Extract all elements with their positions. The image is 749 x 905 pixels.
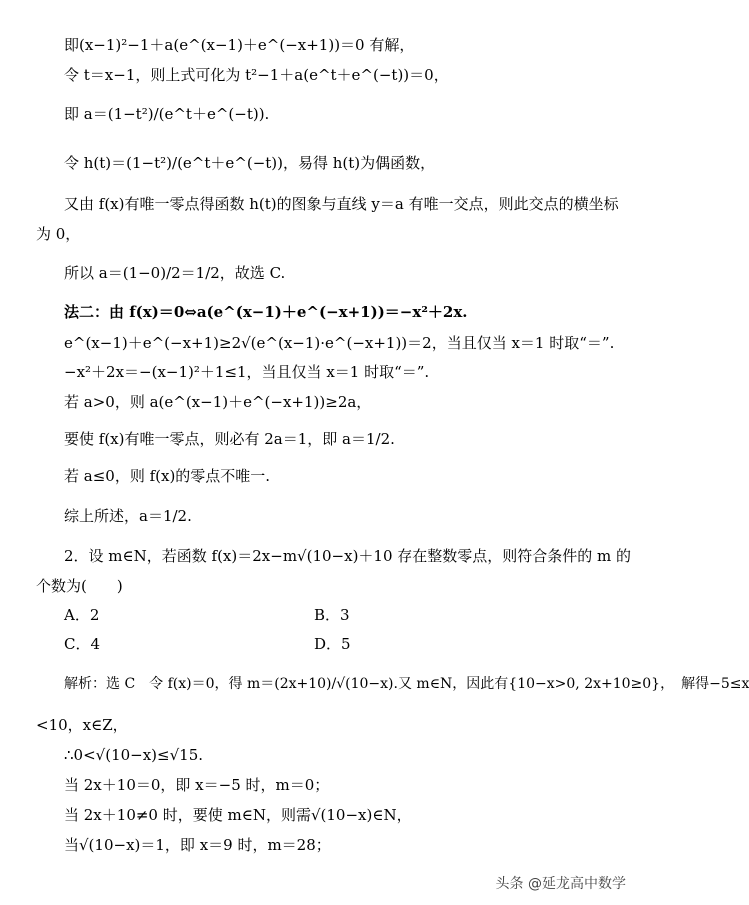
text-line: e^(x−1)＋e^(−x+1)≥2√(e^(x−1)·e^(−x+1))＝2，当且仅当 x＝1 时取“＝”. xyxy=(64,334,615,352)
option-d: D．5 xyxy=(314,635,351,653)
text-line: 又由 f(x)有唯一零点得函数 h(t)的图象与直线 y＝a 有唯一交点，则此交点的横坐标 xyxy=(64,195,619,213)
text-line: 所以 a＝(1−0)/2＝1/2，故选 C. xyxy=(64,264,286,282)
text-line: 当 2x＋10≠0 时，要使 m∈N，则需√(10−x)∈N， xyxy=(64,806,412,824)
text-line: 当√(10−x)＝1，即 x＝9 时，m＝28； xyxy=(64,836,331,854)
method-two-heading: 法二：由 f(x)＝0⇔a(e^(x−1)＋e^(−x+1))＝−x²＋2x. xyxy=(64,303,468,321)
text-line: 令 h(t)＝(1−t²)/(e^t＋e^(−t))，易得 h(t)为偶函数， xyxy=(64,154,436,172)
option-a: A．2 xyxy=(64,606,100,624)
text-line: 当 2x＋10＝0，即 x＝−5 时，m＝0； xyxy=(64,776,330,794)
option-row xyxy=(64,633,620,655)
option-row xyxy=(64,604,620,626)
text-line: 令 t＝x−1，则上式可化为 t²−1＋a(e^t＋e^(−t))＝0， xyxy=(64,66,449,84)
watermark: 头条 @延龙高中数学 xyxy=(495,876,626,892)
text-line: 即 a＝(1−t²)/(e^t＋e^(−t)). xyxy=(64,105,270,123)
text-line: 为 0， xyxy=(36,225,81,243)
text-line: 若 a≤0，则 f(x)的零点不唯一. xyxy=(64,467,271,485)
text-line: 要使 f(x)有唯一零点，则必有 2a＝1，即 a＝1/2. xyxy=(64,430,395,448)
text-line: −x²＋2x＝−(x−1)²＋1≤1，当且仅当 x＝1 时取“＝”. xyxy=(64,363,430,381)
option-c: C．4 xyxy=(64,635,101,653)
solution-line: 解析：选 C 令 f(x)＝0，得 m＝(2x+10)/√(10−x).又 m∈N，因此有{10−x>0, 2x+10≥0}， 解得−5≤x xyxy=(64,676,749,692)
text-line: <10，x∈Z， xyxy=(36,716,128,734)
question-stem: 个数为( ) xyxy=(36,577,123,595)
text-line: 即(x−1)²−1＋a(e^(x−1)＋e^(−x+1))＝0 有解， xyxy=(64,36,415,54)
text-line: 若 a>0，则 a(e^(x−1)＋e^(−x+1))≥2a， xyxy=(64,393,372,411)
text-line: ∴0<√(10−x)≤√15. xyxy=(64,746,204,764)
text-line: 综上所述，a＝1/2. xyxy=(64,507,192,525)
question-stem: 2．设 m∈N，若函数 f(x)＝2x−m√(10−x)＋10 存在整数零点，则符合条件的 m 的 xyxy=(64,547,632,565)
option-b: B．3 xyxy=(314,606,350,624)
